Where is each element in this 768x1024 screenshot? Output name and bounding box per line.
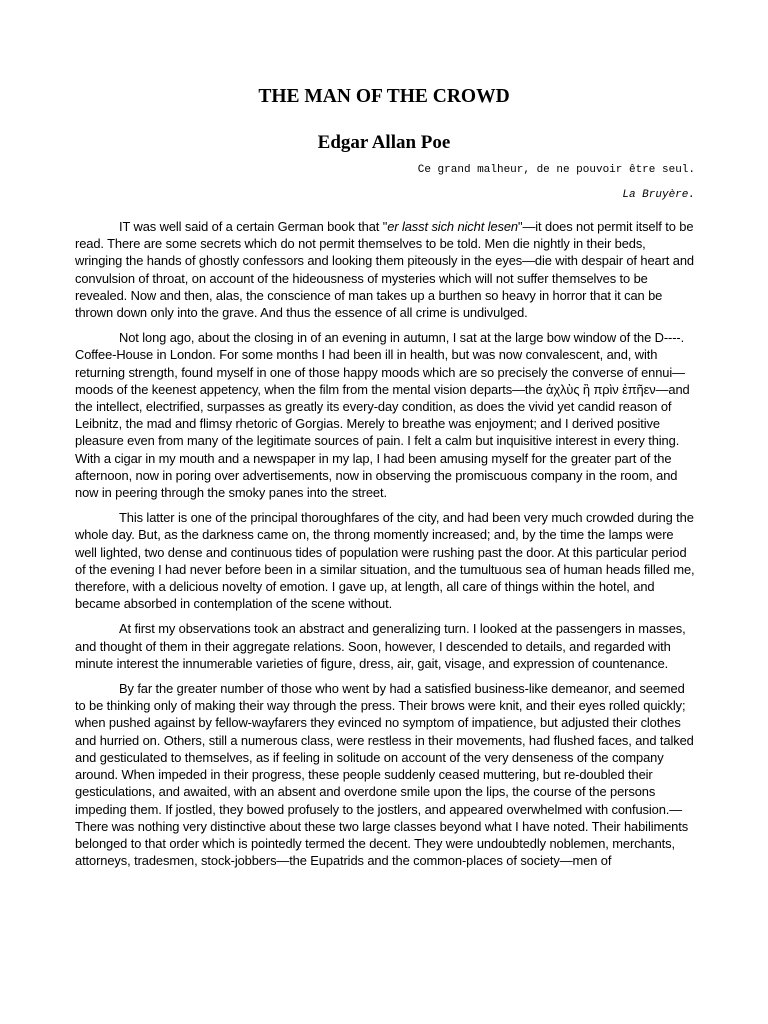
paragraph-2: Not long ago, about the closing in of an evening in autumn, I sat at the large bow window of the D----. Coffee-House in London. For some months I had been ill in health, but was now convalescent, and, with returning strength, found myself in one of those happy moods which are so precisely the converse of ennui—moods of the keenest appetency, when the film from the mental vision departs—the ἀχλὺς ἢ πρὶν ἐπῆεν—and the intellect, electrified, surpasses as greatly its every-day condition, as does the vivid yet candid reason of Leibnitz, the mad and flimsy rhetoric of Gorgias. Merely to breathe was enjoyment; and I derived positive pleasure even from many of the legitimate sources of pain. I felt a calm but inquisitive interest in every thing. With a cigar in my mouth and a newspaper in my lap, I had been amusing myself for the greater part of the afternoon, now in poring over advertisements, now in observing the promiscuous company in the room, and now in peering through the smoky panes into the street. (75, 330, 690, 501)
epigraph-attribution: La Bruyère. (622, 189, 695, 201)
paragraph-3: This latter is one of the principal thoroughfares of the city, and had been very much crowded during the whole day. But, as the darkness came on, the throng momently increased; and, by the time the lamps were well lighted, two dense and continuous tides of population were rushing past the door. At this particular period of the evening I had never before been in a similar situation, and the tumultuous sea of human heads filled me, therefore, with a delicious novelty of emotion. I gave up, at length, all care of things within the hotel, and became absorbed in contemplation of the scene without. (75, 510, 695, 612)
paragraph-1-rest: "—it does not permit itself to be read. There are some secrets which do not permit themselves to be told. Men die nightly in their beds, wringing the hands of ghostly confessors and looking them piteously in the eyes—die with despair of heart and convulsion of throat, on account of the hideousness of mysteries which will not suffer themselves to be revealed. Now and then, alas, the conscience of man takes up a burthen so heavy in horror that it can be thrown down only into the grave. And thus the essence of all crime is undivulged. (75, 219, 694, 321)
paragraph-1-start: IT was well said of a certain German book that " (119, 219, 388, 234)
paragraph-1 (75, 218, 695, 321)
story-body (75, 218, 695, 877)
german-phrase: er lasst sich nicht lesen (387, 219, 518, 234)
epigraph-quote: Ce grand malheur, de ne pouvoir être seul. (417, 164, 695, 176)
story-title: THE MAN OF THE CROWD (258, 86, 510, 107)
paragraph-5: By far the greater number of those who went by had a satisfied business-like demeanor, and seemed to be thinking only of making their way through the press. Their brows were knit, and their eyes rolled quickly; when pushed against by fellow-wayfarers they evinced no symptom of impatience, but adjusted their clothes and hurried on. Others, still a numerous class, were restless in their movements, had flushed faces, and talked and gesticulated to themselves, as if feeling in solitude on account of the very denseness of the company around. When impeded in their progress, these people suddenly ceased muttering, but re-doubled their gesticulations, and awaited, with an absent and overdone smile upon the lips, the course of the persons impeding them. If jostled, they bowed profusely to the jostlers, and appeared overwhelmed with confusion.—There was nothing very distinctive about these two large classes beyond what I have noted. Their habiliments belonged to that order which is pointedly termed the decent. They were undoubtedly noblemen, merchants, attorneys, tradesmen, stock-jobbers—the Eupatrids and the common-places of society—men of (75, 681, 694, 869)
author-name: Edgar Allan Poe (317, 132, 451, 153)
paragraph-4: At first my observations took an abstract and generalizing turn. I looked at the passengers in masses, and thought of them in their aggregate relations. Soon, however, I descended to details, and regarded with minute interest the innumerable varieties of figure, dress, air, gait, visage, and expression of countenance. (75, 621, 686, 671)
